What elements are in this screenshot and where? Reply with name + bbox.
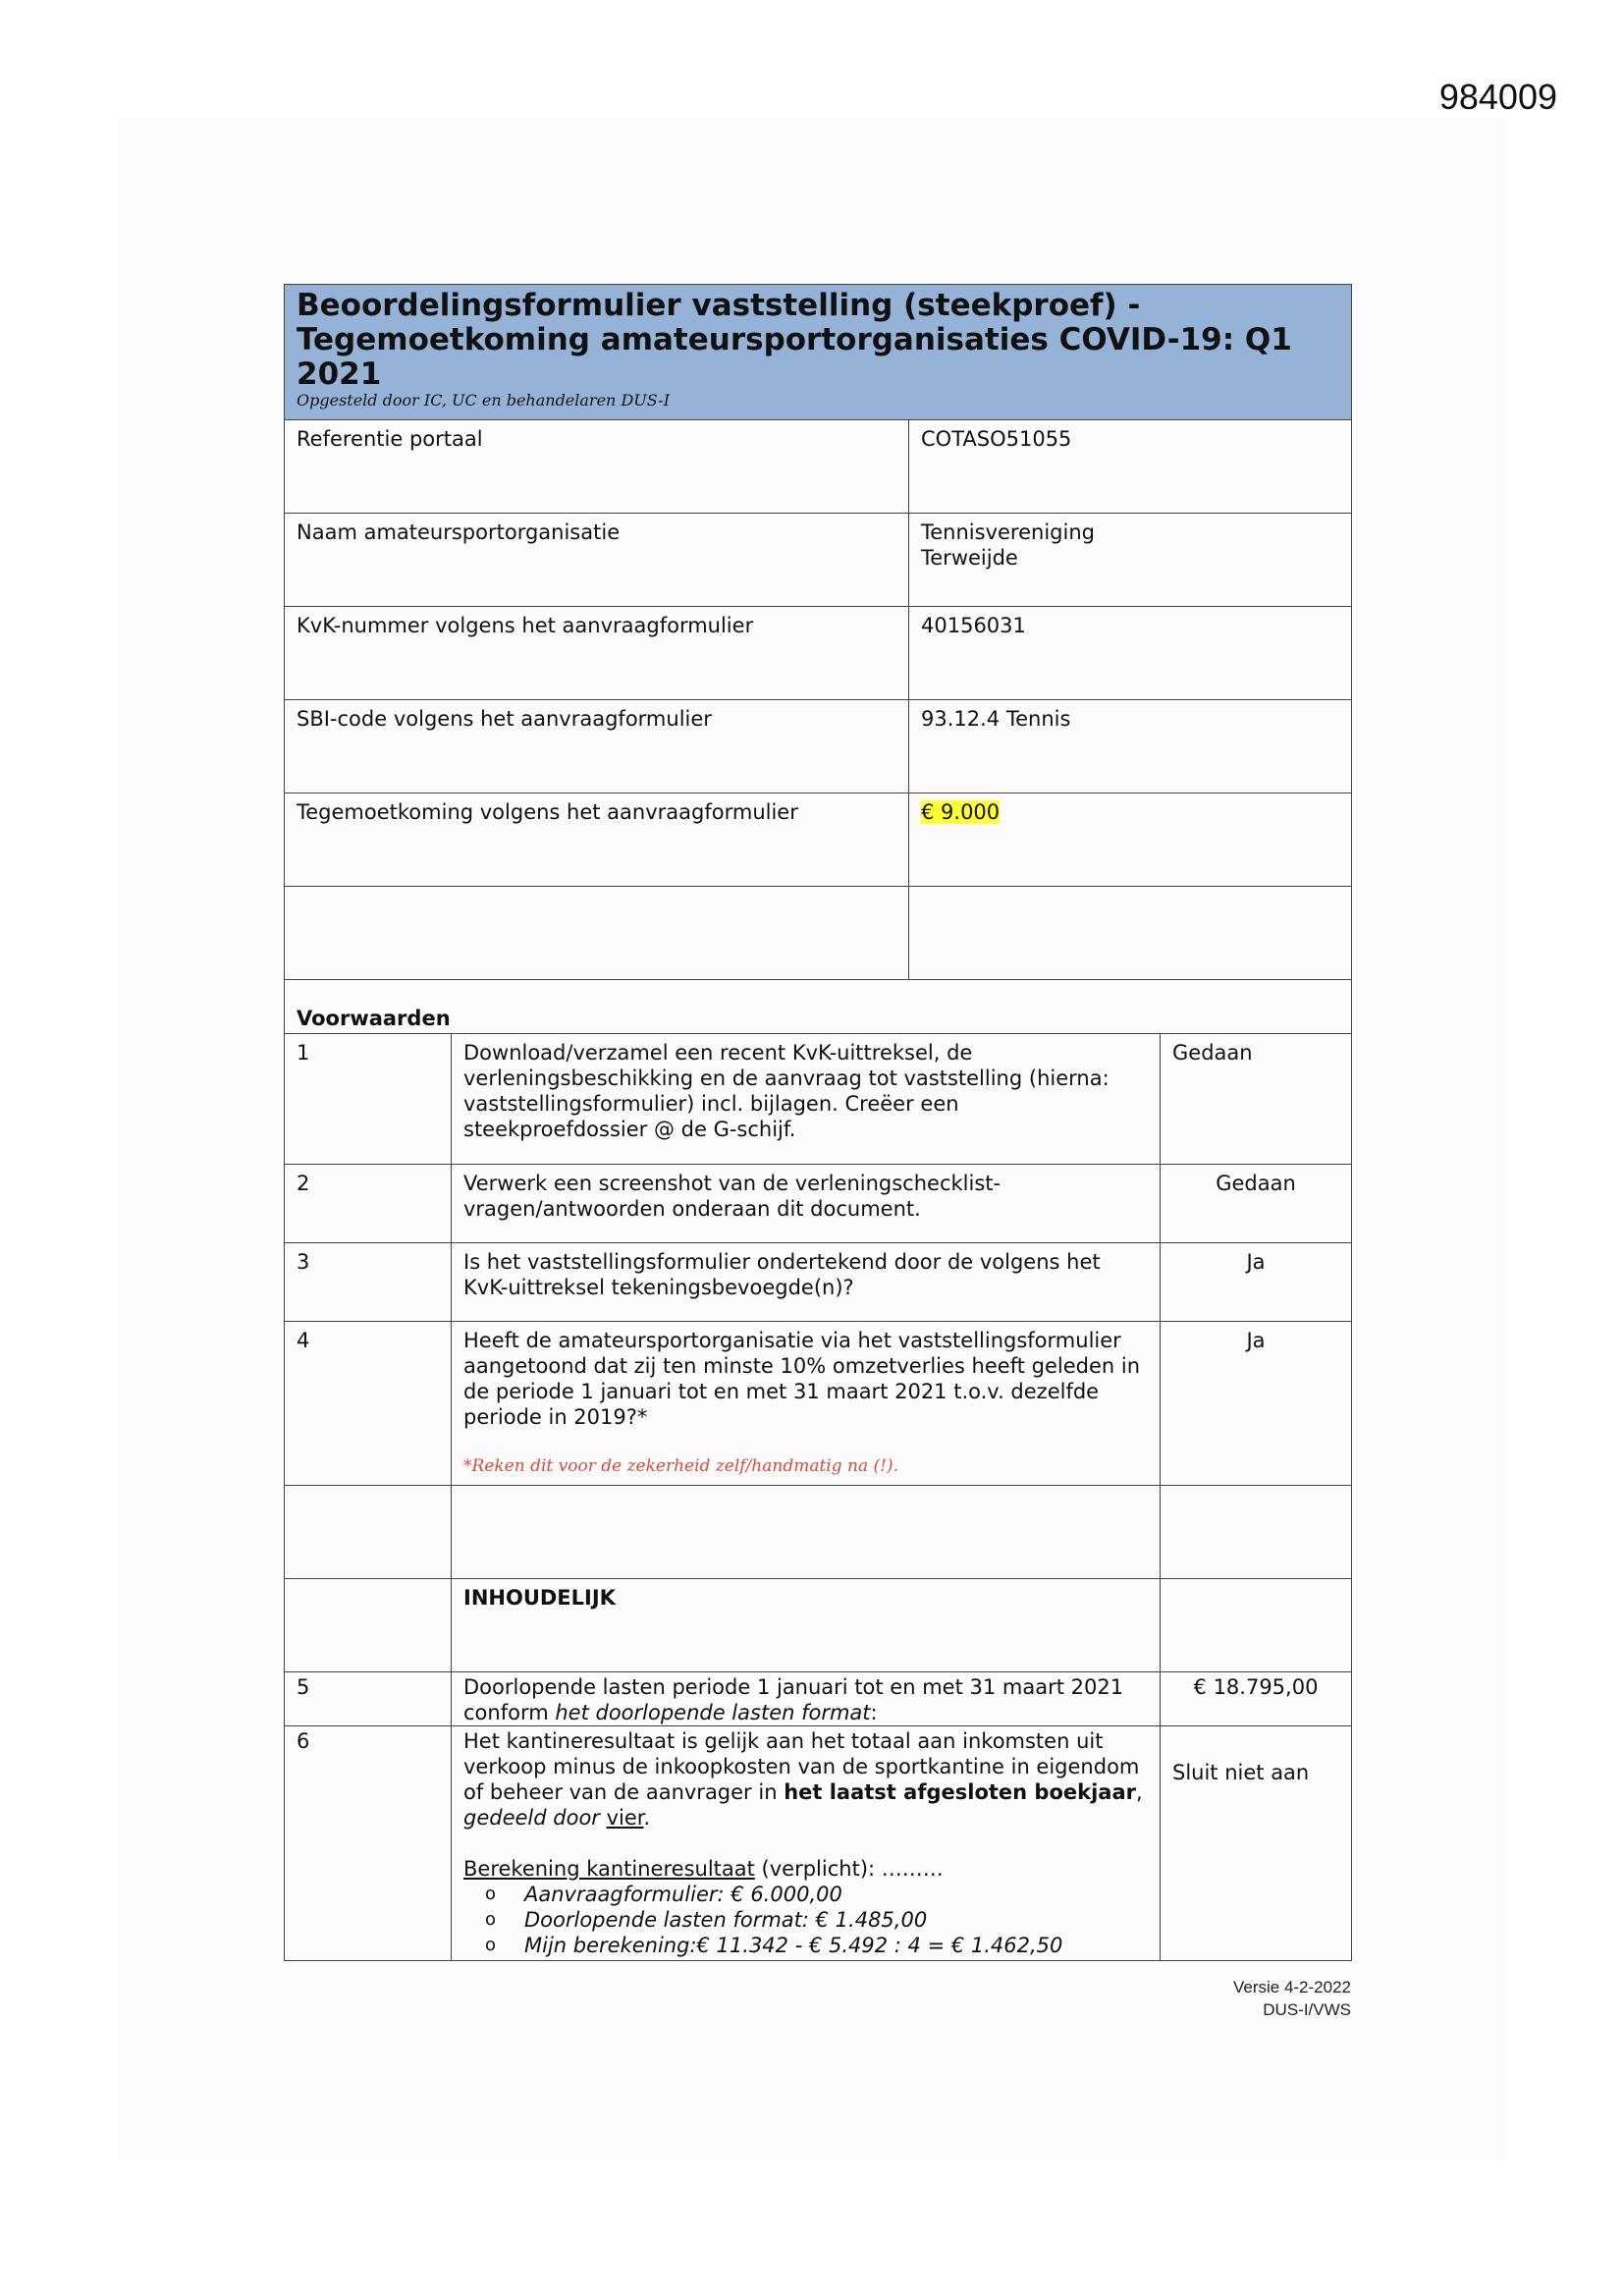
- row6-text-a: Het kantineresultaat is gelijk aan het totaal aan inkomsten uit verkoop minus de inkoopkosten van de sportkantine in eigendom of beheer van de aanvrager in: [463, 1728, 1140, 1804]
- condition-text: Download/verzamel een recent KvK-uittreksel, de verleningsbeschikking en de aanvraag tot vaststelling (hierna: vaststellingsformulier) incl. bijlagen. Creëer een steekproefdossier @ de G-schijf.: [452, 1033, 1161, 1164]
- field-value: Tennisvereniging Terweijde: [909, 514, 1352, 607]
- field-row-kvk: [285, 607, 1352, 700]
- calc-suffix: (verplicht): ………: [754, 1856, 944, 1881]
- calc-list: [463, 1882, 1148, 1958]
- row5-text-c: :: [870, 1700, 878, 1724]
- assessment-form: [284, 284, 1351, 1961]
- form-header-table: [284, 284, 1352, 980]
- calc-heading: [463, 1856, 1148, 1882]
- empty-cell: [285, 887, 909, 980]
- footer-version: Versie 4-2-2022: [1232, 1978, 1351, 1996]
- row6-text-underline: vier: [606, 1805, 644, 1830]
- condition-number: 3: [285, 1242, 452, 1321]
- field-label: SBI-code volgens het aanvraagformulier: [285, 700, 909, 793]
- field-value: 93.12.4 Tennis: [909, 700, 1352, 793]
- empty-cell: [285, 1485, 452, 1578]
- inhoudelijk-row: [285, 1578, 1352, 1671]
- row6-text: [463, 1728, 1148, 1831]
- condition-number: 2: [285, 1164, 452, 1242]
- empty-cell: [285, 1578, 452, 1671]
- row6-text-end: .: [643, 1805, 651, 1830]
- document-number: 984009: [1438, 77, 1557, 117]
- inhoudelijk-heading: INHOUDELIJK: [452, 1578, 1161, 1671]
- footer: [1233, 1976, 1351, 2021]
- condition-text: Heeft de amateursportorganisatie via het vaststellingsformulier aangetoond dat zij ten minste 10% omzetverlies heeft geleden in de periode 1 januari tot en met 31 maart 2021 t.o.v. dezelfde periode in 2019?*: [463, 1328, 1141, 1429]
- empty-cell: [1161, 1578, 1352, 1671]
- content-row-6: [285, 1725, 1352, 1960]
- row6-text-bold: het laatst afgesloten boekjaar: [784, 1779, 1136, 1804]
- empty-cell: [1161, 1485, 1352, 1578]
- condition-text: Verwerk een screenshot van de verleningschecklist-vragen/antwoorden onderaan dit document.: [452, 1164, 1161, 1242]
- calc-item: o Doorlopende lasten format: € 1.485,00: [524, 1907, 1148, 1933]
- empty-cell: [909, 887, 1352, 980]
- form-title-line2: Tegemoetkoming amateursportorganisaties COVID-19: Q1 2021: [297, 322, 1292, 392]
- field-value-cell: [909, 793, 1352, 887]
- empty-row: [285, 887, 1352, 980]
- condition-answer: Ja: [1161, 1321, 1352, 1485]
- row6-answer: Sluit niet aan: [1161, 1725, 1352, 1960]
- highlighted-amount: € 9.000: [921, 800, 1001, 824]
- condition-answer: Gedaan: [1161, 1164, 1352, 1242]
- form-subtitle: Opgesteld door IC, UC en behandelaren DUS-I: [297, 391, 671, 410]
- row6-text-cell: [452, 1725, 1161, 1960]
- condition-answer: Gedaan: [1161, 1033, 1352, 1164]
- row5-text: [452, 1671, 1161, 1725]
- empty-cell: [452, 1485, 1161, 1578]
- condition-text: Is het vaststellingsformulier ondertekend door de volgens het KvK-uittreksel tekeningsbevoegde(n)?: [452, 1242, 1161, 1321]
- form-title-line1: Beoordelingsformulier vaststelling (steekproef) -: [297, 288, 1141, 323]
- field-value: COTASO51055: [909, 420, 1352, 514]
- content-row-5: [285, 1671, 1352, 1725]
- row6-text-sep: ,: [1135, 1779, 1143, 1804]
- calc-label: Berekening kantineresultaat: [463, 1856, 755, 1881]
- condition-number: 5: [285, 1671, 452, 1725]
- field-label: Tegemoetkoming volgens het aanvraagformulier: [285, 793, 909, 887]
- row5-text-a: Doorlopende lasten periode 1 januari tot en met 31 maart 2021 conform: [463, 1674, 1124, 1724]
- calc-item: o Aanvraagformulier: € 6.000,00: [524, 1882, 1148, 1907]
- row6-text-italic: gedeeld door: [463, 1805, 607, 1830]
- footer-org: DUS-I/VWS: [1263, 2000, 1351, 2019]
- condition-row-3: [285, 1242, 1352, 1321]
- field-value: 40156031: [909, 607, 1352, 700]
- condition-text-cell: [452, 1321, 1161, 1485]
- condition-row-2: [285, 1164, 1352, 1242]
- empty-row: [285, 1485, 1352, 1578]
- row5-answer: € 18.795,00: [1161, 1671, 1352, 1725]
- condition-row-4: [285, 1321, 1352, 1485]
- field-row-sbi: [285, 700, 1352, 793]
- row5-text-italic: het doorlopende lasten format: [555, 1700, 871, 1724]
- field-row-naam: [285, 514, 1352, 607]
- field-label: KvK-nummer volgens het aanvraagformulier: [285, 607, 909, 700]
- condition-note: *Reken dit voor de zekerheid zelf/handmatig na (!).: [463, 1455, 899, 1476]
- field-row-referentie: [285, 420, 1352, 514]
- condition-number: 6: [285, 1725, 452, 1960]
- field-row-tegemoetkoming: [285, 793, 1352, 887]
- condition-answer: Ja: [1161, 1242, 1352, 1321]
- calc-item: o Mijn berekening:€ 11.342 - € 5.492 : 4 = € 1.462,50: [524, 1933, 1148, 1958]
- field-label: Referentie portaal: [285, 420, 909, 514]
- form-header: [285, 285, 1352, 420]
- conditions-table: [284, 979, 1352, 1961]
- condition-number: 1: [285, 1033, 452, 1164]
- field-label: Naam amateursportorganisatie: [285, 514, 909, 607]
- voorwaarden-heading: Voorwaarden: [285, 979, 1352, 1033]
- condition-row-1: [285, 1033, 1352, 1164]
- condition-number: 4: [285, 1321, 452, 1485]
